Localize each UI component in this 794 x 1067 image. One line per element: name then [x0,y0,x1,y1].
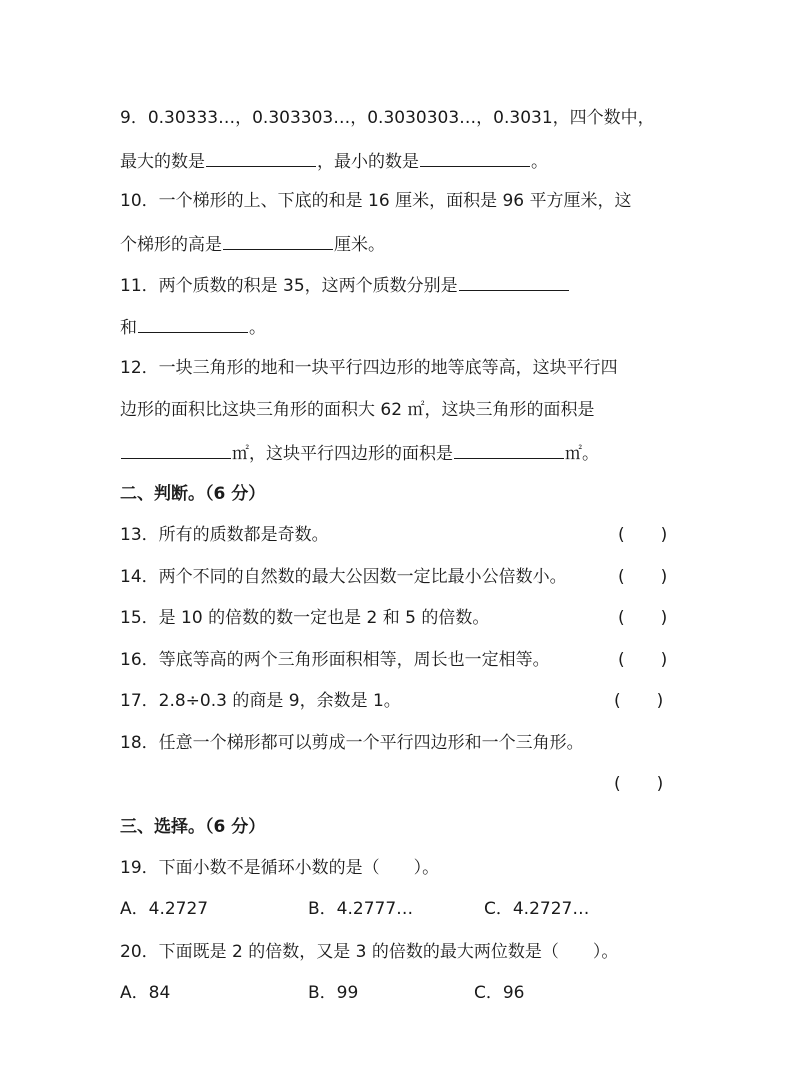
q11-text: 11．两个质数的积是 35，这两个质数分别是 [120,276,458,296]
q12-text-a: ㎡，这块平行四边形的面积是 [232,444,453,464]
q12-answer-blank-triangle[interactable] [121,440,231,459]
paren-open: ( [618,650,625,670]
paren-open: ( [618,567,625,587]
q11-text-b: 。 [249,318,266,338]
q12-line2: 边形的面积比这块三角形的面积大 62 ㎡，这块三角形的面积是 [120,400,595,420]
judge-16-answer-parens[interactable] [618,648,667,672]
q20-option-a[interactable]: A．84 [120,983,171,1003]
judge-14-text: 14．两个不同的自然数的最大公因数一定比最小公倍数小。 [120,567,567,587]
q11-text-a: 和 [120,318,137,338]
paren-close: ) [656,774,664,794]
judge-14-answer-parens[interactable] [618,565,667,589]
judge-13-answer-parens[interactable] [618,523,667,547]
section-2-title: 二、判断。（6 分） [120,484,266,504]
q10-line2 [120,231,385,257]
q12-line3 [120,440,599,466]
judge-17-text: 17．2.8÷0.3 的商是 9，余数是 1。 [120,691,401,711]
paren-open: ( [614,774,621,794]
q12-text-b: ㎡。 [565,444,599,464]
q10-text-b: 厘米。 [334,235,385,255]
judge-15-answer-parens[interactable] [618,606,667,630]
judge-16-text: 16．等底等高的两个三角形面积相等，周长也一定相等。 [120,650,550,670]
paren-close: ) [660,567,668,587]
q12-answer-blank-parallelogram[interactable] [454,440,564,459]
judge-13-text: 13．所有的质数都是奇数。 [120,525,329,545]
q19-option-c[interactable]: C．4.2727… [484,899,590,919]
paren-close: ) [660,525,668,545]
judge-17-answer-parens[interactable] [614,689,663,713]
paren-open: ( [618,525,625,545]
paren-close: ) [660,608,668,628]
q20-stem: 20．下面既是 2 的倍数，又是 3 的倍数的最大两位数是（ ）。 [120,942,619,962]
q9-answer-blank-min[interactable] [420,148,530,167]
paren-close: ) [656,691,664,711]
q10-answer-blank[interactable] [223,231,333,250]
judge-18-answer-parens[interactable] [614,772,663,796]
paren-open: ( [614,691,621,711]
q19-stem: 19．下面小数不是循环小数的是（ ）。 [120,858,440,878]
q19-option-b[interactable]: B．4.2777… [308,899,414,919]
paren-close: ) [660,650,668,670]
q9-text-c: 。 [531,152,548,172]
q19-option-a[interactable]: A．4.2727 [120,899,209,919]
q20-option-c[interactable]: C．96 [474,983,525,1003]
q9-line1: 9．0.30333…，0.303303…，0.3030303…，0.3031，四个数中， [120,108,655,128]
q9-text-b: ，最小的数是 [317,152,419,172]
q10-line1: 10．一个梯形的上、下底的和是 16 厘米，面积是 96 平方厘米，这 [120,191,632,211]
paren-open: ( [618,608,625,628]
q9-answer-blank-max[interactable] [206,148,316,167]
judge-15-text: 15．是 10 的倍数的数一定也是 2 和 5 的倍数。 [120,608,490,628]
section-3-title: 三、选择。（6 分） [120,817,266,837]
q9-line2 [120,148,548,174]
q11-line2 [120,314,266,340]
q11-line1 [120,272,570,298]
q12-line1: 12．一块三角形的地和一块平行四边形的地等底等高，这块平行四 [120,358,618,378]
q20-option-b[interactable]: B．99 [308,983,359,1003]
q10-text-a: 个梯形的高是 [120,235,222,255]
q11-answer-blank-1[interactable] [459,272,569,291]
q9-text-a: 最大的数是 [120,152,205,172]
q11-answer-blank-2[interactable] [138,314,248,333]
judge-18-text: 18．任意一个梯形都可以剪成一个平行四边形和一个三角形。 [120,733,584,753]
